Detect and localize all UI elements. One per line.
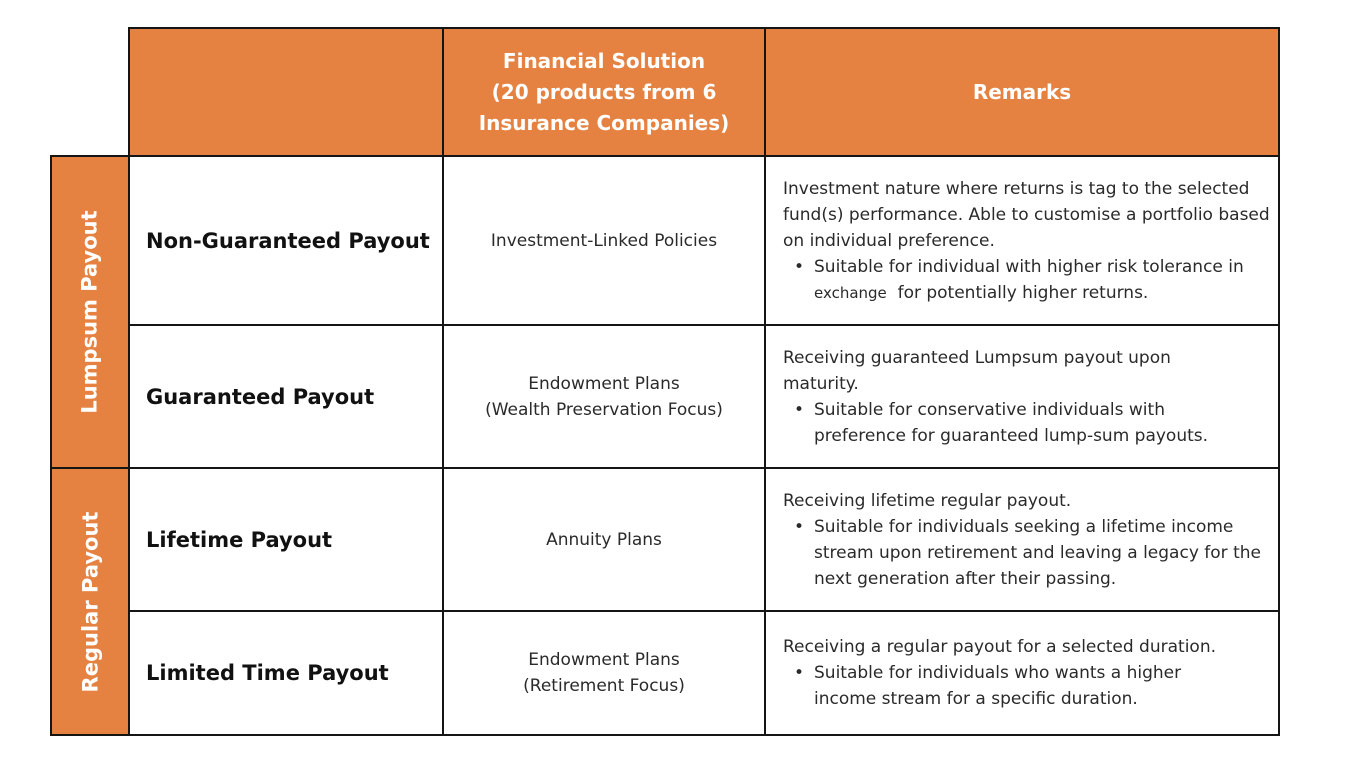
solution-line: Endowment Plans	[528, 373, 680, 394]
header-financial-solution-line-3: Insurance Companies)	[478, 110, 730, 135]
category-label: Lifetime Payout	[146, 527, 333, 552]
remark-bullet	[783, 254, 1272, 306]
header-remarks-label: Remarks	[972, 79, 1072, 104]
remark-text: Receiving lifetime regular payout.	[783, 490, 1072, 511]
row-non-guaranteed-category	[128, 155, 444, 326]
row-limited-time-solution	[442, 610, 766, 736]
category-label: Guaranteed Payout	[146, 384, 375, 409]
row-limited-time-remarks	[764, 610, 1280, 736]
group-regular-payout	[50, 467, 130, 736]
row-limited-time-category	[128, 610, 444, 736]
solution-line: (Retirement Focus)	[523, 676, 685, 696]
category-label: Limited Time Payout	[146, 661, 389, 685]
solution-line: Annuity Plans	[546, 529, 662, 550]
remark-bullet: • Suitable for conservative individuals with preference for guaranteed lump-sum payouts.	[783, 397, 1272, 449]
row-guaranteed-category	[128, 324, 444, 469]
row-lifetime-solution	[442, 467, 766, 612]
header-financial-solution-line-2: (20 products from 6	[491, 79, 717, 104]
category-label: Non-Guaranteed Payout	[146, 228, 430, 253]
row-guaranteed-solution	[442, 324, 766, 469]
remark-bullet-word: exchange	[814, 283, 887, 302]
remark-text: Receiving a regular payout for a selected duration.	[783, 637, 1217, 657]
solution-line: Endowment Plans	[528, 650, 680, 670]
remark-text: Investment nature where returns is tag to the selected fund(s) performance. Able to customise a portfolio based on individual preference.	[783, 178, 1270, 251]
group-regular-label: Regular Payout	[78, 511, 103, 692]
group-lumpsum-payout	[50, 155, 130, 469]
row-non-guaranteed-remarks	[764, 155, 1280, 326]
remark-text: Receiving guaranteed Lumpsum payout upon maturity.	[783, 347, 1171, 394]
row-guaranteed-remarks	[764, 324, 1280, 469]
solution-line: Investment-Linked Policies	[490, 230, 718, 251]
row-lifetime-category	[128, 467, 444, 612]
row-non-guaranteed-solution	[442, 155, 766, 326]
row-lifetime-remarks	[764, 467, 1280, 612]
header-remarks	[764, 27, 1280, 157]
remark-bullet-text: Suitable for individual with higher risk tolerance in	[814, 256, 1244, 277]
remark-bullet: • Suitable for individuals who wants a higher income stream for a specific duration.	[783, 660, 1272, 712]
solution-line: (Wealth Preservation Focus)	[485, 399, 723, 420]
remark-bullet-tail: for potentially higher returns.	[886, 282, 1149, 303]
remark-bullet: • Suitable for individuals seeking a lifetime income stream upon retirement and leaving a legacy for the next generation after their passing.	[783, 514, 1272, 592]
header-financial-solution	[442, 27, 766, 157]
header-financial-solution-line-1: Financial Solution	[502, 48, 706, 73]
group-lumpsum-label: Lumpsum Payout	[78, 210, 103, 414]
header-empty-cell	[128, 27, 444, 157]
